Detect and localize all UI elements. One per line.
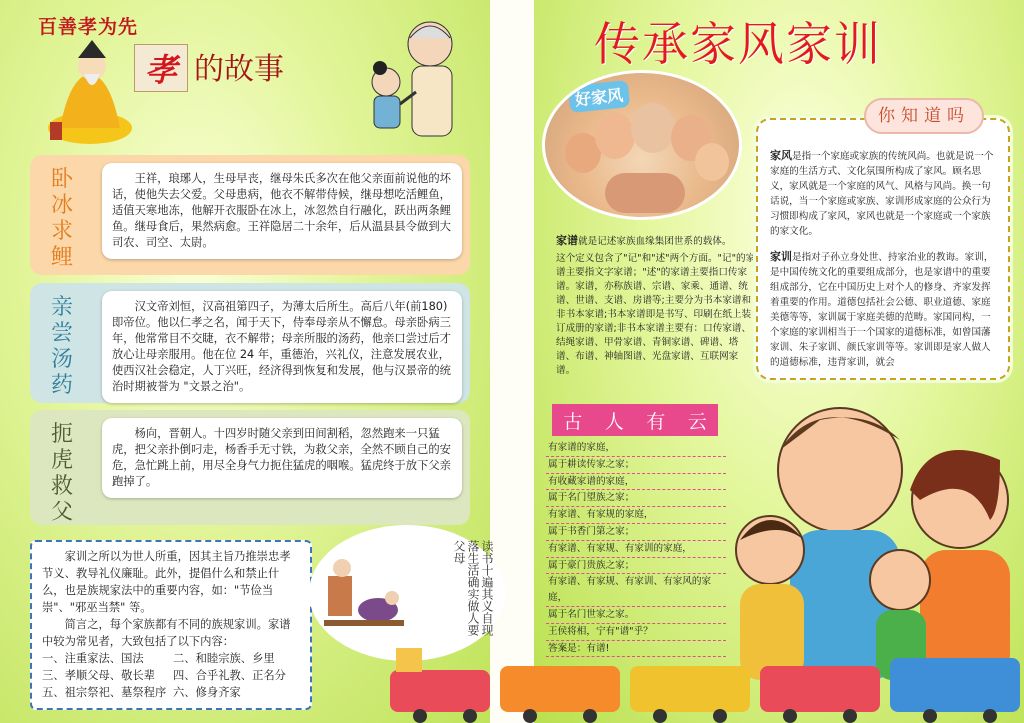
ancient-char: 云 [687,410,707,433]
jiafeng-term: 家风 [770,149,792,162]
story-title: 的故事 [194,52,284,87]
jiapu-term: 家谱 [556,234,578,247]
note-paragraph-1: 家训之所以为世人所重，因其主旨乃推崇忠孝节义、教导礼仪廉耻。此外，提倡什么和禁止什么，也是族规家法中的重要内容，如："节俭当崇"、"邪巫当禁" 等。 [42,550,291,614]
sage-illustration-icon [40,36,140,146]
saying-line: 有家谱、有家规的家庭， [546,507,726,524]
did-you-know-text [770,148,998,380]
doll-icon [631,103,675,153]
story-title-vertical: 扼虎救父 [50,422,73,525]
child-and-elder-icon [350,8,470,148]
saying-line: 有家谱、有家规、有家训、有家风的家庭， [546,574,726,607]
note-list-item: 三、孝顺父母、敬长辈 [42,669,155,682]
title-xiao-char: 孝 [134,44,188,92]
story-card-qinchangtangyao [30,283,470,403]
jiaxun-term: 家训 [770,250,792,263]
story-text: 王祥，琅琊人，生母早丧，继母朱氏多次在他父亲面前说他的坏话，使他失去父爱。父母患病，他衣不解带侍候，继母想吃活鲤鱼，适值天寒地冻，他解开衣服卧在冰上，冰忽然自行融化，跃出两条鲤鱼。继母食后，果然病愈。王祥隐居二十余年，后从温县县令做到大司农、司空、太尉。 [102,163,462,259]
saying-line: 属于豪门贵族之家； [546,558,726,575]
story-text: 杨向，晋朝人。十四岁时随父亲到田间割稻，忽然跑来一只猛虎，把父亲扑倒叼走，杨香手无寸铁，为救父亲，全然不顾自己的安危，急忙跳上前，用尽全身气力扼住猛虎的咽喉。猛虎终于放下父亲跑掉了。 [102,418,462,498]
note-list-item: 四、合乎礼教、正名分 [173,669,286,682]
note-list-item: 六、修身齐家 [173,686,241,699]
saying-line: 属于书香门第之家； [546,524,726,541]
ancient-char: 有 [646,410,666,433]
saying-line: 有收藏家谱的家庭， [546,474,726,491]
saying-line: 属于名门望族之家； [546,490,726,507]
family-rules-note [30,540,312,710]
note-list-item: 一、注重家法、国法 [42,652,144,665]
doll-bodies-icon [605,173,685,213]
story-card-ehujiufu [30,410,470,525]
saying-line: 有家谱、有家规、有家训的家庭， [546,541,726,558]
ancient-char: 古 [563,410,583,433]
photo-label: 好家风 [568,80,631,113]
note-list-item: 五、祖宗祭祀、墓祭程序 [42,686,167,699]
cartoon-family-icon [700,380,1024,680]
family-dolls-photo [542,70,742,220]
note-paragraph-2: 简言之，每个家族都有不同的族规家训。家谱中较为常见者，大致包括了以下内容： [42,618,291,648]
ancient-sayings-list [546,440,726,657]
note-list-item: 二、和睦宗族、乡里 [173,652,275,665]
note-list [42,650,300,701]
saying-line: 属于名门世家之家。 [546,607,726,624]
saying-line: 王侯将相，宁有"谱"乎？ [546,624,726,641]
saying-line: 有家谱的家庭， [546,440,726,457]
saying-line: 答案是：有谱! [546,641,726,658]
doll-icon [595,113,635,159]
saying-line: 属于耕读传家之家； [546,457,726,474]
story-card-wobingqiuli [30,155,470,275]
ancient-char: 人 [604,410,624,433]
ancient-sayings-title [552,404,718,436]
did-you-know-tag: 你知道吗 [864,98,984,134]
story-title-vertical: 亲尝汤药 [50,295,73,398]
kneeling-scene-icon [320,546,410,638]
jiapu-def: 就是记述家族血缘集团世系的载体。 [578,236,732,247]
doll-icon [695,143,729,181]
toy-train-icon [390,640,1024,723]
calligraphy-text: 读书十遍其义自现落生活确实做人要父母 [452,540,494,636]
main-title: 传承家风家训 [594,17,882,71]
jiapu-definition [556,234,756,249]
jiaxun-text: 是指对子孙立身处世、持家治业的教诲。家训，是中国传统文化的重要组成部分，也是家谱中的重要组成部分，它在中国历史上对个人的修身、齐家发挥着重要的作用。道德包括社会公德、职业道德、家庭美德等等，家训属于家庭美德的范畴。家国同构，一个家庭的家训相当于一个国家的道德标准，如曾国藩家训、朱子家训、颜氏家训等等。家训即是家人做人的道德标准，违背家训，就会 [770,252,994,368]
brand-slogan: 百善孝为先 [38,16,139,38]
jiafeng-text: 是指一个家庭或家族的传统风尚。也就是说一个家庭的生活方式、文化氛围所构成了家风。顾名思义，家风就是一个家庭的风气、风格与风尚。换一句话说，当一个家庭或家族、家训形成家庭的公众行为习惯即构成了家风，家风也就是一个家庭或一个家族的家文化。 [770,151,994,237]
story-text: 汉文帝刘恒，汉高祖第四子，为薄太后所生。高后八年(前180)即帝位。他以仁孝之名，闻于天下，侍奉母亲从不懈怠。母亲卧病三年，他常常目不交睫，衣不解带；母亲所服的汤药，他亲口尝过后才放心让母亲服用。他在位 24 年，重德治，兴礼仪，注意发展农业，使西汉社会稳定，人丁兴旺，经济得到恢复和发展，他与汉景帝的统治时期被誉为 "文景之治"。 [102,291,462,403]
did-you-know-box [756,118,1010,380]
story-title-vertical: 卧冰求鲤 [50,167,73,270]
jiapu-text: 这个定义包含了"记"和"述"两个方面。"记"的家谱主要指文字家谱；"述"的家谱主要指口传家谱。家谱，亦称族谱、宗谱、家乘、通谱、统谱、世谱、支谱、房谱等;主要分为书本家谱和非书本家谱;书本家谱即是书写、印刷在纸上装订成册的家谱;非书本家谱主要有：口传家谱、结绳家谱、甲骨家谱、青铜家谱、碑谱、塔谱、布谱、神轴图谱、光盘家谱、互联网家谱。 [556,253,756,376]
jiapu-section [556,234,756,380]
